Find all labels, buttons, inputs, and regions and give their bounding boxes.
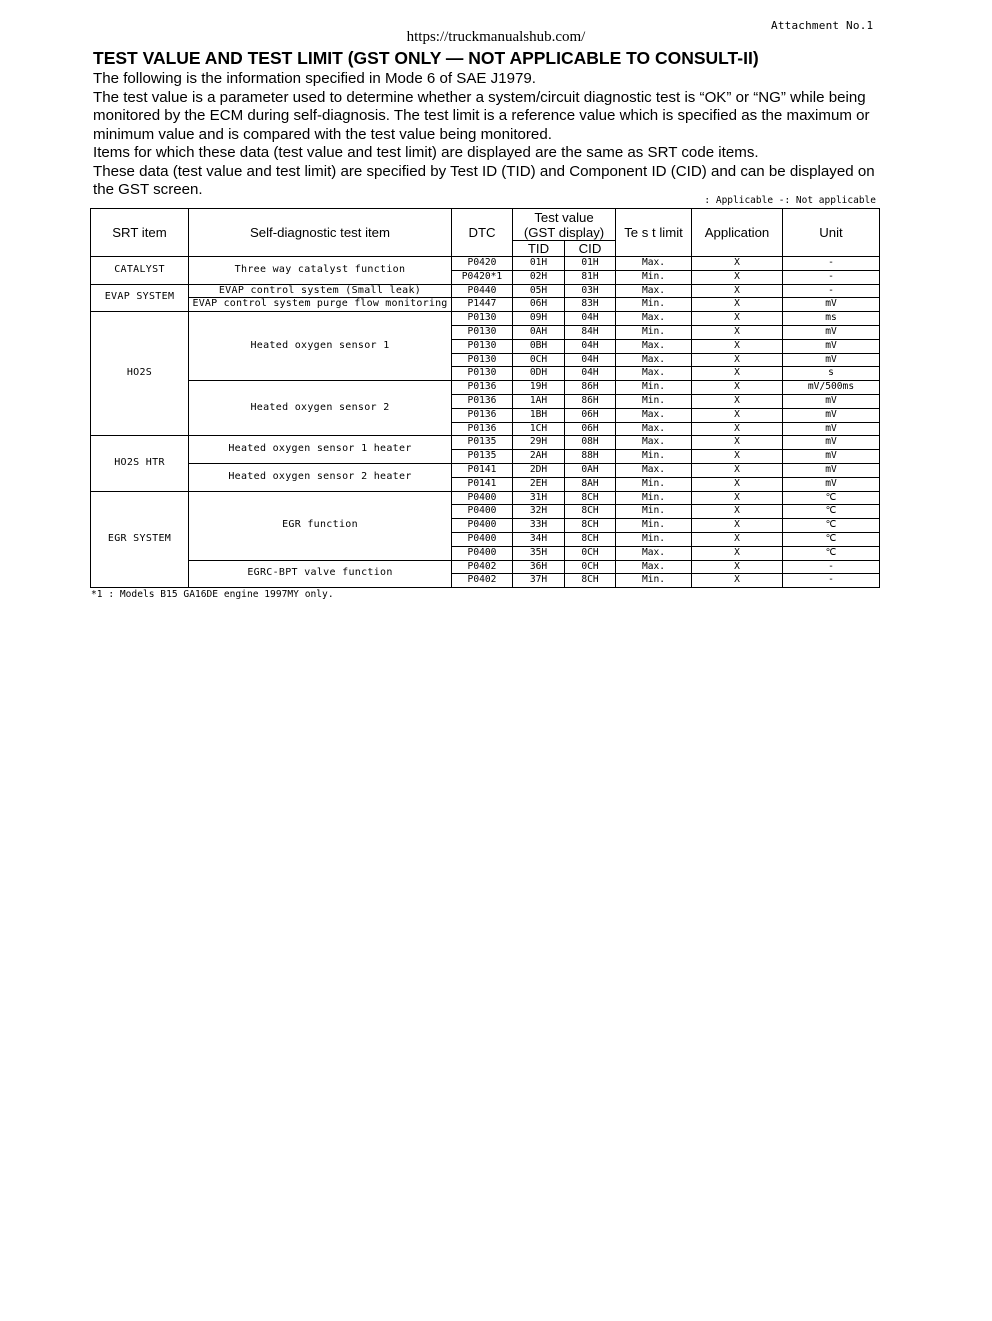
dtc-cell: P0400 [452, 491, 513, 505]
test-limit-cell: Max. [616, 422, 692, 436]
header-dtc: DTC [452, 209, 513, 257]
application-cell: X [692, 353, 783, 367]
unit-cell: - [783, 560, 880, 574]
test-limit-cell: Max. [616, 339, 692, 353]
cid-cell: 83H [565, 298, 616, 312]
application-cell: X [692, 463, 783, 477]
table-row [91, 257, 880, 271]
header-unit: Unit [783, 209, 880, 257]
table-row [91, 560, 880, 574]
unit-cell: ℃ [783, 519, 880, 533]
application-cell: X [692, 381, 783, 395]
cid-cell: 06H [565, 408, 616, 422]
applicability-legend: : Applicable -: Not applicable [704, 195, 876, 206]
dtc-cell: P0135 [452, 450, 513, 464]
unit-cell: ℃ [783, 505, 880, 519]
cid-cell: 0CH [565, 546, 616, 560]
cid-cell: 08H [565, 436, 616, 450]
test-limit-cell: Min. [616, 491, 692, 505]
dtc-cell: P0130 [452, 353, 513, 367]
unit-cell: mV [783, 450, 880, 464]
table-row [91, 298, 880, 312]
unit-cell: s [783, 367, 880, 381]
tid-cell: 2DH [513, 463, 565, 477]
dtc-cell: P0136 [452, 422, 513, 436]
cid-cell: 04H [565, 339, 616, 353]
test-item-evap-small-leak: EVAP control system (Small leak) [189, 284, 452, 298]
table-row [91, 381, 880, 395]
test-limit-cell: Max. [616, 463, 692, 477]
srt-group-ho2s: HO2S [91, 312, 189, 436]
srt-group-evap-system: EVAP SYSTEM [91, 284, 189, 312]
dtc-cell: P0135 [452, 436, 513, 450]
test-item-ho2s2-heater: Heated oxygen sensor 2 heater [189, 463, 452, 491]
application-cell: X [692, 532, 783, 546]
tid-cell: 1BH [513, 408, 565, 422]
cid-cell: 8CH [565, 532, 616, 546]
cid-cell: 8CH [565, 505, 616, 519]
dtc-cell: P0400 [452, 519, 513, 533]
tid-cell: 32H [513, 505, 565, 519]
table-row [91, 436, 880, 450]
dtc-cell: P1447 [452, 298, 513, 312]
test-limit-cell: Max. [616, 284, 692, 298]
unit-cell: mV [783, 353, 880, 367]
dtc-cell: P0400 [452, 505, 513, 519]
test-limit-cell: Min. [616, 325, 692, 339]
test-limit-cell: Min. [616, 450, 692, 464]
cid-cell: 8CH [565, 491, 616, 505]
test-item-evap-purge-flow: EVAP control system purge flow monitoring [189, 298, 452, 312]
dtc-cell: P0420*1 [452, 270, 513, 284]
dtc-cell: P0402 [452, 560, 513, 574]
test-limit-cell: Max. [616, 436, 692, 450]
tid-cell: 09H [513, 312, 565, 326]
unit-cell: ℃ [783, 546, 880, 560]
tid-cell: 2AH [513, 450, 565, 464]
header-test-value: Test value (GST display) [513, 209, 616, 241]
tid-cell: 31H [513, 491, 565, 505]
cid-cell: 01H [565, 257, 616, 271]
cid-cell: 04H [565, 312, 616, 326]
table-row [91, 284, 880, 298]
dtc-cell: P0400 [452, 546, 513, 560]
application-cell: X [692, 312, 783, 326]
tid-cell: 2EH [513, 477, 565, 491]
unit-cell: - [783, 270, 880, 284]
unit-cell: mV [783, 394, 880, 408]
intro-paragraph-4: These data (test value and test limit) are specified by Test ID (TID) and Component ID (CID) and can be displayed on the GST screen. [93, 162, 875, 198]
application-cell: X [692, 422, 783, 436]
unit-cell: ℃ [783, 532, 880, 546]
dtc-cell: P0440 [452, 284, 513, 298]
test-limit-cell: Min. [616, 270, 692, 284]
test-item-heated-oxygen-sensor-1: Heated oxygen sensor 1 [189, 312, 452, 381]
application-cell: X [692, 477, 783, 491]
cid-cell: 84H [565, 325, 616, 339]
tid-cell: 29H [513, 436, 565, 450]
srt-group-egr-system: EGR SYSTEM [91, 491, 189, 588]
unit-cell: - [783, 284, 880, 298]
dtc-cell: P0130 [452, 339, 513, 353]
tid-cell: 1CH [513, 422, 565, 436]
page-title: TEST VALUE AND TEST LIMIT (GST ONLY — NOT APPLICABLE TO CONSULT-II) [93, 48, 759, 68]
dtc-cell: P0136 [452, 381, 513, 395]
test-limit-cell: Min. [616, 519, 692, 533]
dtc-cell: P0420 [452, 257, 513, 271]
header-application: Application [692, 209, 783, 257]
tid-cell: 02H [513, 270, 565, 284]
application-cell: X [692, 270, 783, 284]
dtc-cell: P0400 [452, 532, 513, 546]
header-tid: TID [513, 241, 565, 257]
table-row [91, 312, 880, 326]
application-cell: X [692, 505, 783, 519]
intro-paragraph-1: The following is the information specified in Mode 6 of SAE J1979. [93, 70, 536, 87]
unit-cell: mV [783, 463, 880, 477]
tid-cell: 06H [513, 298, 565, 312]
source-url: https://truckmanualshub.com/ [406, 29, 586, 45]
test-value-table [90, 208, 880, 588]
unit-cell: ms [783, 312, 880, 326]
dtc-cell: P0141 [452, 477, 513, 491]
tid-cell: 05H [513, 284, 565, 298]
unit-cell: mV [783, 339, 880, 353]
application-cell: X [692, 519, 783, 533]
header-self-diagnostic-item: Self-diagnostic test item [189, 209, 452, 257]
test-limit-cell: Max. [616, 257, 692, 271]
test-limit-cell: Min. [616, 505, 692, 519]
cid-cell: 86H [565, 394, 616, 408]
attachment-label: Attachment No.1 [771, 19, 874, 32]
dtc-cell: P0136 [452, 408, 513, 422]
header-srt-item: SRT item [91, 209, 189, 257]
cid-cell: 81H [565, 270, 616, 284]
cid-cell: 04H [565, 367, 616, 381]
application-cell: X [692, 574, 783, 588]
application-cell: X [692, 339, 783, 353]
application-cell: X [692, 491, 783, 505]
dtc-cell: P0130 [452, 312, 513, 326]
dtc-cell: P0402 [452, 574, 513, 588]
srt-group-catalyst: CATALYST [91, 257, 189, 285]
unit-cell: mV/500ms [783, 381, 880, 395]
tid-cell: 01H [513, 257, 565, 271]
unit-cell: - [783, 257, 880, 271]
cid-cell: 04H [565, 353, 616, 367]
table-row [91, 463, 880, 477]
dtc-cell: P0130 [452, 367, 513, 381]
unit-cell: ℃ [783, 491, 880, 505]
cid-cell: 0AH [565, 463, 616, 477]
unit-cell: mV [783, 298, 880, 312]
application-cell: X [692, 257, 783, 271]
cid-cell: 8CH [565, 574, 616, 588]
table-row [91, 491, 880, 505]
cid-cell: 86H [565, 381, 616, 395]
cid-cell: 06H [565, 422, 616, 436]
cid-cell: 8CH [565, 519, 616, 533]
tid-cell: 0AH [513, 325, 565, 339]
application-cell: X [692, 436, 783, 450]
test-limit-cell: Max. [616, 560, 692, 574]
tid-cell: 34H [513, 532, 565, 546]
test-limit-cell: Min. [616, 532, 692, 546]
intro-text [93, 70, 883, 200]
test-limit-cell: Min. [616, 574, 692, 588]
test-item-three-way-catalyst: Three way catalyst function [189, 257, 452, 285]
cid-cell: 03H [565, 284, 616, 298]
test-limit-cell: Max. [616, 312, 692, 326]
srt-group-ho2s-htr: HO2S HTR [91, 436, 189, 491]
test-limit-cell: Min. [616, 394, 692, 408]
cid-cell: 8AH [565, 477, 616, 491]
tid-cell: 1AH [513, 394, 565, 408]
test-limit-cell: Max. [616, 546, 692, 560]
dtc-cell: P0141 [452, 463, 513, 477]
unit-cell: - [783, 574, 880, 588]
intro-paragraph-3: Items for which these data (test value and test limit) are displayed are the same as SRT code items. [93, 144, 759, 161]
unit-cell: mV [783, 422, 880, 436]
test-limit-cell: Min. [616, 298, 692, 312]
cid-cell: 88H [565, 450, 616, 464]
footnote: *1 : Models B15 GA16DE engine 1997MY only. [91, 589, 334, 600]
application-cell: X [692, 450, 783, 464]
unit-cell: mV [783, 436, 880, 450]
test-item-heated-oxygen-sensor-2: Heated oxygen sensor 2 [189, 381, 452, 436]
test-limit-cell: Max. [616, 353, 692, 367]
test-limit-cell: Min. [616, 381, 692, 395]
tid-cell: 33H [513, 519, 565, 533]
tid-cell: 35H [513, 546, 565, 560]
unit-cell: mV [783, 325, 880, 339]
application-cell: X [692, 325, 783, 339]
test-item-egrc-bpt-valve: EGRC-BPT valve function [189, 560, 452, 588]
dtc-cell: P0130 [452, 325, 513, 339]
tid-cell: 36H [513, 560, 565, 574]
unit-cell: mV [783, 408, 880, 422]
application-cell: X [692, 284, 783, 298]
application-cell: X [692, 560, 783, 574]
test-item-ho2s1-heater: Heated oxygen sensor 1 heater [189, 436, 452, 464]
test-limit-cell: Max. [616, 367, 692, 381]
application-cell: X [692, 394, 783, 408]
test-limit-cell: Min. [616, 477, 692, 491]
header-cid: CID [565, 241, 616, 257]
header-test-limit: Te s t limit [616, 209, 692, 257]
application-cell: X [692, 367, 783, 381]
tid-cell: 0DH [513, 367, 565, 381]
application-cell: X [692, 298, 783, 312]
test-limit-cell: Max. [616, 408, 692, 422]
tid-cell: 19H [513, 381, 565, 395]
cid-cell: 0CH [565, 560, 616, 574]
test-item-egr-function: EGR function [189, 491, 452, 560]
dtc-cell: P0136 [452, 394, 513, 408]
tid-cell: 0CH [513, 353, 565, 367]
application-cell: X [692, 546, 783, 560]
tid-cell: 37H [513, 574, 565, 588]
tid-cell: 0BH [513, 339, 565, 353]
unit-cell: mV [783, 477, 880, 491]
application-cell: X [692, 408, 783, 422]
intro-paragraph-2: The test value is a parameter used to determine whether a system/circuit diagnostic test is “OK” or “NG” while being monitored by the ECM during self-diagnosis. The test limit is a reference value which is specified as the maximum or minimum value and is compared with the test value being monitored. [93, 88, 870, 143]
